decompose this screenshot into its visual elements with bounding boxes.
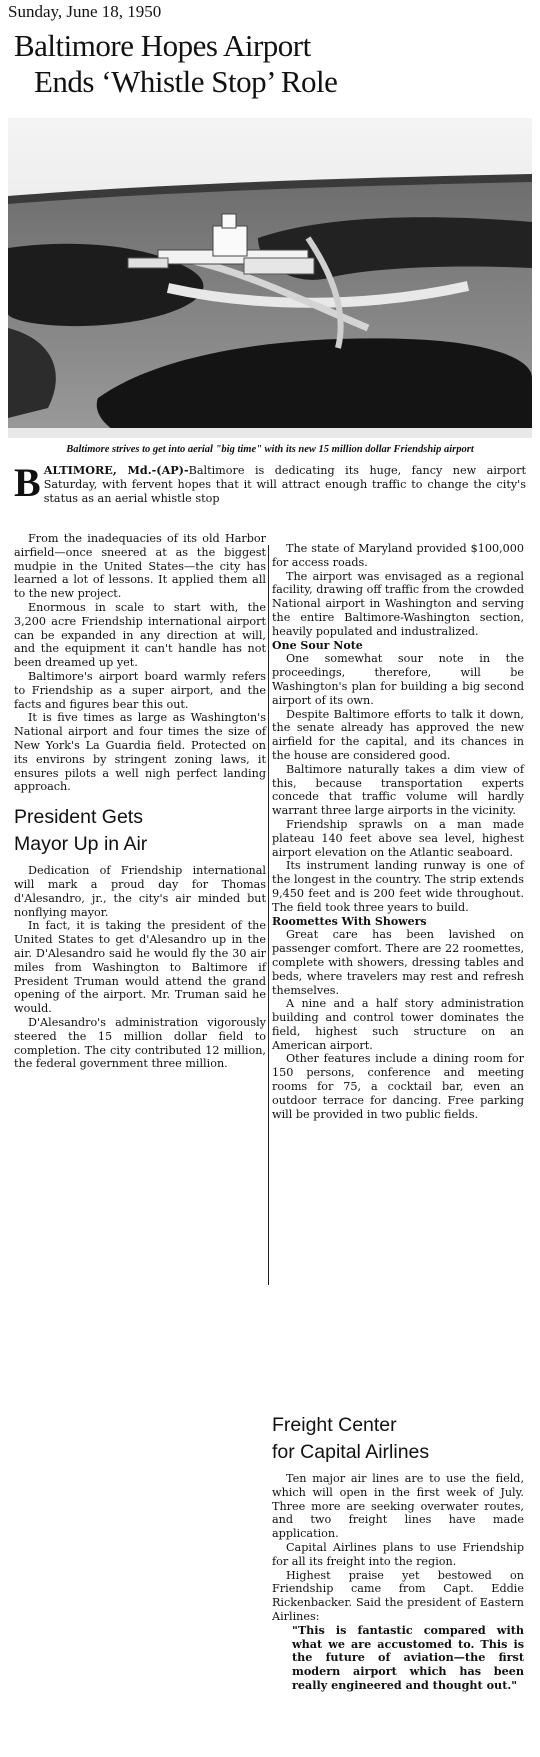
- col2-paragraph-3: One somewhat sour note in the proceedings, therefore, will be Washington's plan for building a big second airport of its own.: [272, 652, 524, 707]
- headline-line-1: Baltimore Hopes Airport: [14, 28, 311, 63]
- lead-text: Baltimore is dedicating its huge, fancy new airport Saturday, with fervent hopes that it will attract enough traffic to change the city's status as an aerial whistle stop: [43, 464, 526, 505]
- col3-paragraph-3: Highest praise yet bestowed on Friendship came from Capt. Eddie Rickenbacker. Said the president of Eastern Airlines:: [272, 1568, 524, 1623]
- col1-paragraph-6: In fact, it is taking the president of the United States to get d'Alesandro up in the air. D'Alesandro said he would fly the 30 air miles from Washington to Baltimore if President Truman would attend the grand opening of the airport. Mr. Truman said he would.: [14, 919, 266, 1016]
- column-3: [272, 1412, 524, 1693]
- subhead-president: [14, 804, 266, 858]
- lead-dateline: ALTIMORE, Md.-(AP)-: [43, 463, 189, 477]
- subhead-president-line-2: Mayor Up in Air: [14, 833, 148, 856]
- col1-paragraph-7: D'Alesandro's administration vigorously steered the 15 million dollar field to completion. The city contributed 12 million, the federal government three million.: [14, 1015, 266, 1071]
- sidehead-sour-note: One Sour Note: [272, 638, 363, 652]
- col1-paragraph-5: Dedication of Friendship international will mark a proud day for Thomas d'Alesandro, jr., the city's air minded but nonflying mayor.: [14, 864, 266, 919]
- airport-aerial-photo: [8, 118, 532, 438]
- col2-paragraph-4: Despite Baltimore efforts to talk it down, the senate already has approved the new airfield for the capital, and its chances in the house are considered good.: [272, 707, 524, 762]
- col1-paragraph-4: It is five times as large as Washington's National airport and four times the size of New York's La Guardia field. Protected on its environs by stringent zoning laws, it ensures pilots a well nigh perfect landing approach.: [14, 711, 266, 794]
- col2-paragraph-8: Great care has been lavished on passenger comfort. There are 22 roomettes, complete with showers, dressing tables and beds, where travelers may rest and refresh themselves.: [272, 928, 524, 997]
- col2-paragraph-6: Friendship sprawls on a man made plateau 140 feet above sea level, highest airport elevation on the Atlantic seaboard.: [272, 817, 524, 859]
- rickenbacker-quote: "This is fantastic compared with what we are accustomed to. This is the future of aviation—the first modern airport which has been really engineered and thought out.": [292, 1622, 524, 1692]
- subhead-freight-line-1: Freight Center: [272, 1414, 397, 1436]
- col2-paragraph-9: A nine and a half story administration building and control tower dominates the field, highest such structure on an American airport.: [272, 997, 524, 1052]
- col2-paragraph-5: Baltimore naturally takes a dim view of this, because transportation experts concede that traffic volume will hardly warrant three large airports in the vicinity.: [272, 762, 524, 818]
- column-divider-left: [268, 545, 269, 1285]
- headline: [14, 28, 534, 100]
- publication-date: Sunday, June 18, 1950: [8, 2, 162, 21]
- subhead-freight-line-2: for Capital Airlines: [272, 1441, 430, 1463]
- photo-caption: Baltimore strives to get into aerial "big time" with its new 15 million dollar Friendship airport: [66, 444, 474, 455]
- col2-paragraph-1: The state of Maryland provided $100,000 for access roads.: [272, 542, 524, 569]
- drop-cap: B: [14, 460, 41, 505]
- headline-line-2: Ends ‘Whistle Stop’ Role: [34, 64, 338, 99]
- lead-paragraph: [14, 460, 526, 505]
- col2-paragraph-10: Other features include a dining room for 150 persons, conference and meeting rooms for 75, a cocktail bar, even an outdoor terrace for dancing. Free parking will be provided in two public fields.: [272, 1052, 524, 1121]
- col1-paragraph-2: Enormous in scale to start with, the 3,200 acre Friendship international airport can be expanded in any direction at will, and the equipment it can't handle has not been dreamed up yet.: [14, 600, 266, 670]
- column-1: [14, 532, 266, 1071]
- col2-paragraph-7: Its instrument landing runway is one of the longest in the country. The strip extends 9,450 feet and is 200 feet wide throughout. The field took three years to build.: [272, 859, 524, 914]
- sidehead-roomettes: Roomettes With Showers: [272, 914, 427, 928]
- col1-paragraph-3: Baltimore's airport board warmly refers to Friendship as a super airport, and the facts and figures bear this out.: [14, 669, 266, 711]
- col3-paragraph-1: Ten major air lines are to use the field, which will open in the first week of July. Three more are seeking overwater routes, and two freight lines have made application.: [272, 1472, 524, 1541]
- col2-paragraph-2: The airport was envisaged as a regional facility, drawing off traffic from the crowded National airport in Washington and serving the entire Baltimore-Washington section, heavily populated and industralized.: [272, 569, 524, 638]
- col3-paragraph-2: Capital Airlines plans to use Friendship for all its freight into the region.: [272, 1540, 524, 1568]
- column-2: [272, 542, 524, 1121]
- subhead-president-line-1: President Gets: [14, 806, 143, 829]
- col1-paragraph-1: From the inadequacies of its old Harbor airfield—once sneered at as the biggest mudpie in the United States—the city has learned a lot of lessons. It applied them all to the new project.: [14, 532, 266, 601]
- subhead-freight: [272, 1412, 524, 1466]
